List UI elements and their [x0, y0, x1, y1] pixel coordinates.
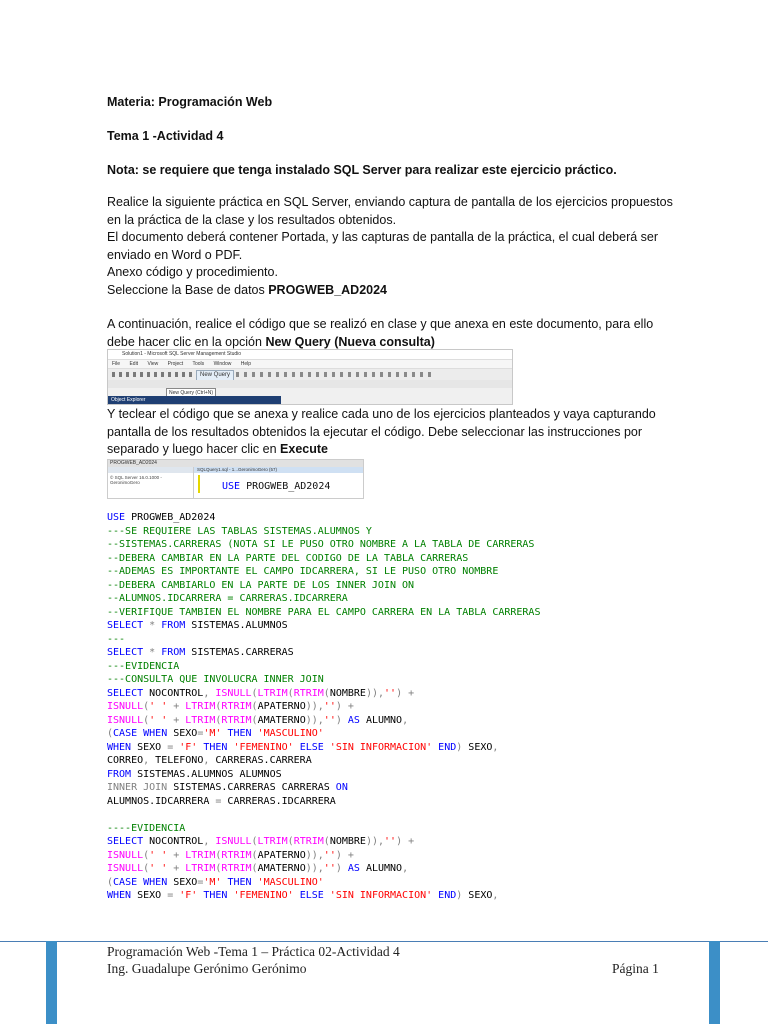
- code-line: [107, 768, 540, 782]
- code-token: --ALUMNOS.IDCARRERA = CARRERAS.IDCARRERA: [107, 593, 348, 604]
- code-token: ) +: [335, 701, 354, 712]
- instruction-text: debe hacer clic en la opción: [107, 334, 266, 349]
- code-token: FROM: [107, 768, 132, 780]
- code-token: '': [323, 849, 336, 861]
- code-token: +: [167, 714, 186, 726]
- code-token: SISTEMAS.CARRERAS CARRERAS: [167, 782, 336, 793]
- code-line: [107, 633, 540, 647]
- code-line: [107, 835, 540, 849]
- code-token: --DEBERA CAMBIARLO EN LA PARTE DE LOS INNER JOIN ON: [107, 579, 415, 591]
- code-token: ISNULL: [107, 849, 144, 861]
- code-line: [107, 741, 540, 755]
- code-token: )),: [365, 836, 385, 847]
- instruction-line: Y teclear el código que se anexa y realice cada uno de los ejercicios planteados y vaya capturando: [107, 407, 656, 421]
- sql-code-listing: [107, 511, 540, 903]
- query-editor: [194, 473, 363, 498]
- code-token: ): [456, 741, 463, 753]
- code-token: WHEN: [107, 890, 132, 901]
- footer-rule: [0, 941, 768, 942]
- ssms-toolbar-row: [108, 380, 512, 388]
- code-token: ): [335, 714, 348, 726]
- instruction-line: Anexo código y procedimiento.: [107, 265, 278, 279]
- code-line: [107, 808, 540, 822]
- code-token: NOMBRE: [329, 687, 366, 699]
- instruction-line: [107, 441, 663, 459]
- code-token: =: [167, 741, 180, 753]
- code-token: (: [143, 701, 150, 712]
- code-token: AS: [347, 714, 360, 726]
- code-token: (: [251, 849, 258, 861]
- query-toolbar: PROGWEB_AD2024: [108, 460, 364, 467]
- code-token: AS: [347, 863, 360, 874]
- code-token: =: [197, 876, 204, 888]
- code-token: (: [323, 836, 330, 847]
- instruction-line: en la práctica de la clase y los resultados obtenidos.: [107, 212, 397, 227]
- code-token: RTRIM: [293, 836, 324, 847]
- code-token: ): [335, 863, 348, 874]
- code-token: 'F': [179, 890, 198, 901]
- code-token: 'SIN INFORMACION': [329, 741, 433, 753]
- code-token: ) +: [335, 849, 354, 861]
- code-token: 'MASCULINO': [257, 728, 324, 739]
- code-token: CARRERAS.IDCARRERA: [227, 795, 336, 807]
- code-token: APATERNO: [257, 849, 306, 861]
- code-token: FROM: [161, 620, 186, 631]
- code-token: --ADEMAS ES IMPORTANTE EL CAMPO IDCARRERA, SI LE PUSO OTRO NOMBRE: [107, 566, 499, 577]
- code-token: --SISTEMAS.CARRERAS (NOTA SI LE PUSO OTRO NOMBRE A LA TABLA DE CARRERAS: [107, 539, 535, 550]
- code-token: (: [287, 836, 294, 847]
- code-token: (: [107, 728, 114, 739]
- code-token: ,: [143, 755, 156, 766]
- menu-item: Edit: [129, 361, 139, 367]
- code-token: 'FEMENINO': [233, 890, 294, 901]
- code-token: LTRIM: [185, 701, 216, 712]
- ssms-menubar: [108, 360, 512, 368]
- code-token: USE: [222, 481, 241, 492]
- code-token: (: [251, 836, 258, 847]
- footer-accent-left: [46, 941, 57, 1024]
- code-token: 'SIN INFORMACION': [329, 890, 433, 901]
- code-line: [107, 660, 540, 674]
- code-token: RTRIM: [221, 849, 252, 861]
- code-token: =: [215, 795, 228, 807]
- code-token: (: [251, 863, 258, 874]
- code-token: (: [143, 714, 150, 726]
- code-line: [107, 511, 540, 525]
- code-token: 'M': [203, 876, 222, 888]
- code-line: [107, 606, 540, 620]
- code-token: )),: [365, 687, 385, 699]
- code-token: '': [323, 714, 336, 726]
- code-token: --VERIFIQUE TAMBIEN EL NOMBRE PARA EL CAMPO CARRERA EN LA TABLA CARRERAS: [107, 606, 541, 618]
- instruction-line: enviado en Word o PDF.: [107, 247, 243, 262]
- code-token: THEN: [197, 741, 234, 753]
- code-line: [107, 714, 540, 728]
- code-line: [107, 673, 540, 687]
- ssms-toolbar-screenshot: [107, 349, 513, 405]
- code-token: AMATERNO: [257, 863, 306, 874]
- code-token: (: [143, 863, 150, 874]
- code-token: RTRIM: [221, 701, 252, 712]
- code-line: [107, 619, 540, 633]
- code-token: --DEBERA CAMBIAR EN LA PARTE DEL CODIGO DE LA TABLA CARRERAS: [107, 552, 469, 564]
- code-token: 'FEMENINO': [233, 741, 294, 753]
- code-token: INNER JOIN: [107, 782, 168, 793]
- code-token: NOCONTROL: [143, 687, 204, 699]
- page-number: Página 1: [612, 961, 659, 976]
- code-token: +: [167, 863, 186, 874]
- code-token: PROGWEB_AD2024: [240, 481, 331, 492]
- code-token: ISNULL: [107, 701, 144, 712]
- code-token: (: [107, 876, 114, 888]
- menu-item: Tools: [192, 361, 205, 367]
- query-window-screenshot: [107, 459, 364, 499]
- code-token: )),: [305, 849, 324, 861]
- object-explorer-pane: [108, 467, 194, 498]
- code-line: [107, 781, 540, 795]
- code-token: ' ': [149, 849, 168, 861]
- code-token: )),: [305, 714, 324, 726]
- nota-heading: Nota: se requiere que tenga instalado SQL Server para realizar este ejercicio práctico.: [107, 163, 617, 177]
- code-token: ' ': [149, 701, 168, 712]
- toolbar-icons: [236, 372, 436, 377]
- code-token: ----EVIDENCIA: [107, 822, 186, 834]
- code-token: THEN: [221, 876, 258, 888]
- instruction-line: A continuación, realice el código que se realizó en clase y que anexa en este documento, para ello: [107, 317, 654, 331]
- code-token: RTRIM: [221, 714, 252, 726]
- code-token: ON: [335, 782, 348, 793]
- code-token: '': [323, 701, 336, 712]
- code-token: APATERNO: [257, 701, 306, 712]
- footer-author: Ing. Guadalupe Gerónimo Gerónimo: [107, 961, 307, 976]
- code-line: [107, 592, 540, 606]
- code-token: ELSE: [293, 890, 330, 901]
- code-token: (: [287, 687, 294, 699]
- code-token: '': [384, 687, 397, 699]
- code-token: ' ': [149, 863, 168, 874]
- menu-item: Window: [213, 361, 232, 367]
- code-token: CASE WHEN: [113, 876, 168, 888]
- code-token: )),: [305, 701, 324, 712]
- code-token: LTRIM: [257, 687, 288, 699]
- toolbar-icons: [112, 372, 192, 377]
- new-query-tooltip: New Query (Ctrl+N): [166, 388, 216, 398]
- code-token: ISNULL: [215, 836, 252, 847]
- code-token: *: [143, 647, 162, 658]
- code-token: ---CONSULTA QUE INVOLUCRA INNER JOIN: [107, 674, 324, 685]
- code-token: RTRIM: [221, 863, 252, 874]
- code-token: SEXO: [131, 741, 168, 753]
- code-token: SISTEMAS.ALUMNOS ALUMNOS: [131, 768, 282, 780]
- code-token: (: [215, 863, 222, 874]
- code-line: [107, 552, 540, 566]
- materia-heading: Materia: Programación Web: [107, 95, 273, 109]
- code-token: SISTEMAS.CARRERAS: [185, 647, 294, 658]
- code-token: ,: [492, 741, 499, 753]
- object-explorer-header: Object Explorer: [108, 396, 281, 404]
- code-token: (: [251, 687, 258, 699]
- code-token: SISTEMAS.ALUMNOS: [185, 620, 288, 631]
- code-token: FROM: [161, 647, 186, 658]
- code-token: USE: [107, 512, 126, 523]
- footer-accent-right: [709, 941, 720, 1024]
- instruction-line: pantalla de los resultados obtenidos la ejecutar el código. Debe seleccionar las instrucciones por: [107, 424, 643, 439]
- instruction-line: Realice la siguiente práctica en SQL Server, enviando captura de pantalla de los ejercicios propuestos: [107, 195, 673, 209]
- code-line: [107, 849, 540, 863]
- instruction-text: separado y luego hacer clic en: [107, 442, 281, 456]
- code-token: 'M': [203, 728, 222, 739]
- code-line: [107, 700, 540, 714]
- code-line: [107, 646, 540, 660]
- code-line: [107, 876, 540, 890]
- code-token: =: [167, 890, 180, 901]
- code-token: SELECT: [107, 687, 144, 699]
- code-token: (: [215, 849, 222, 861]
- code-token: CASE WHEN: [113, 728, 168, 739]
- code-line: [107, 687, 540, 701]
- new-query-button: New Query: [196, 370, 234, 381]
- new-query-paragraph: [107, 316, 663, 351]
- code-token: ---SE REQUIERE LAS TABLAS SISTEMAS.ALUMNOS Y: [107, 525, 372, 537]
- code-token: ELSE: [293, 741, 330, 753]
- code-token: LTRIM: [257, 836, 288, 847]
- server-node: © SQL Server 16.0.1000 - GeronimoGero: [110, 475, 162, 485]
- code-token: '': [323, 863, 336, 874]
- code-token: ---: [107, 633, 126, 645]
- code-line: [107, 565, 540, 579]
- code-token: ALUMNO: [359, 863, 403, 874]
- execute-label: Execute: [280, 442, 328, 456]
- code-token: *: [143, 620, 162, 631]
- menu-item: Help: [240, 361, 252, 367]
- code-token: LTRIM: [185, 863, 216, 874]
- tema-heading: Tema 1 -Actividad 4: [107, 129, 224, 143]
- code-token: ,: [492, 890, 499, 901]
- code-line: [107, 862, 540, 876]
- menu-item: Project: [167, 361, 184, 367]
- code-token: (: [251, 701, 258, 712]
- code-line: [107, 538, 540, 552]
- instruction-line: [107, 282, 663, 300]
- code-token: SELECT: [107, 836, 144, 847]
- code-token: ALUMNOS.IDCARRERA: [107, 795, 216, 807]
- code-token: 'MASCULINO': [257, 876, 324, 888]
- code-token: '': [384, 836, 397, 847]
- code-token: WHEN: [107, 741, 132, 753]
- code-token: ALUMNO: [359, 714, 403, 726]
- code-line: [107, 822, 540, 836]
- code-token: ,: [203, 836, 216, 847]
- code-token: +: [167, 701, 186, 712]
- code-token: LTRIM: [185, 849, 216, 861]
- ssms-toolbar: [108, 368, 512, 380]
- code-token: ,: [402, 863, 409, 874]
- code-token: ---EVIDENCIA: [107, 660, 180, 672]
- footer-course: Programación Web -Tema 1 – Práctica 02-Actividad 4: [107, 944, 400, 959]
- code-token: RTRIM: [293, 687, 324, 699]
- code-token: SEXO: [167, 728, 198, 739]
- code-token: LTRIM: [185, 714, 216, 726]
- code-token: ' ': [149, 714, 168, 726]
- instruction-line: El documento deberá contener Portada, y las capturas de pantalla de la práctica, el cual deberá ser: [107, 230, 659, 244]
- code-token: SEXO: [462, 741, 493, 753]
- instruction-text: Seleccione la Base de datos: [107, 282, 269, 297]
- code-token: )),: [305, 863, 324, 874]
- code-token: SEXO: [131, 890, 168, 901]
- code-token: END: [432, 890, 457, 901]
- code-line: [107, 889, 540, 903]
- code-line: [107, 579, 540, 593]
- code-line: [107, 525, 540, 539]
- code-token: (: [251, 714, 258, 726]
- code-token: ) +: [396, 836, 415, 847]
- code-token: (: [143, 849, 150, 861]
- code-token: =: [197, 728, 204, 739]
- code-token: PROGWEB_AD2024: [125, 512, 216, 523]
- query-tab: SQLQuery1.sql - 1...GeronimoGero (57): [194, 467, 364, 473]
- code-token: CORREO: [107, 755, 144, 766]
- code-token: (: [215, 701, 222, 712]
- code-token: +: [167, 849, 186, 861]
- code-line: [107, 795, 540, 809]
- code-token: SELECT: [107, 620, 144, 631]
- execute-paragraph: [107, 406, 663, 459]
- query-code: [222, 481, 330, 492]
- code-token: TELEFONO: [155, 755, 204, 766]
- code-token: (: [215, 714, 222, 726]
- code-line: [107, 754, 540, 768]
- database-name: PROGWEB_AD2024: [268, 282, 388, 297]
- code-line: [107, 727, 540, 741]
- code-token: END: [432, 741, 457, 753]
- change-marker: [198, 475, 200, 493]
- code-token: ): [456, 890, 463, 901]
- code-token: SEXO: [462, 890, 493, 901]
- code-token: (: [323, 687, 330, 699]
- code-token: ,: [203, 687, 216, 699]
- ssms-titlebar: Solution1 - Microsoft SQL Server Management Studio: [108, 350, 512, 360]
- menu-item: View: [147, 361, 159, 367]
- code-token: ,: [402, 714, 409, 726]
- code-token: NOMBRE: [329, 836, 366, 847]
- code-token: 'F': [179, 741, 198, 753]
- code-token: AMATERNO: [257, 714, 306, 726]
- code-token: SELECT: [107, 647, 144, 658]
- code-token: ISNULL: [107, 714, 144, 726]
- code-token: THEN: [221, 728, 258, 739]
- menu-item: File: [112, 361, 121, 367]
- code-token: ) +: [396, 687, 415, 699]
- code-token: THEN: [197, 890, 234, 901]
- instructions-paragraph: [107, 194, 673, 299]
- code-token: ,: [203, 755, 216, 766]
- code-token: SEXO: [167, 876, 198, 888]
- new-query-label: New Query (Nueva consulta): [265, 334, 435, 349]
- code-token: ISNULL: [215, 687, 252, 699]
- code-token: CARRERAS.CARRERA: [215, 755, 312, 766]
- code-token: NOCONTROL: [143, 836, 204, 847]
- code-token: ISNULL: [107, 863, 144, 874]
